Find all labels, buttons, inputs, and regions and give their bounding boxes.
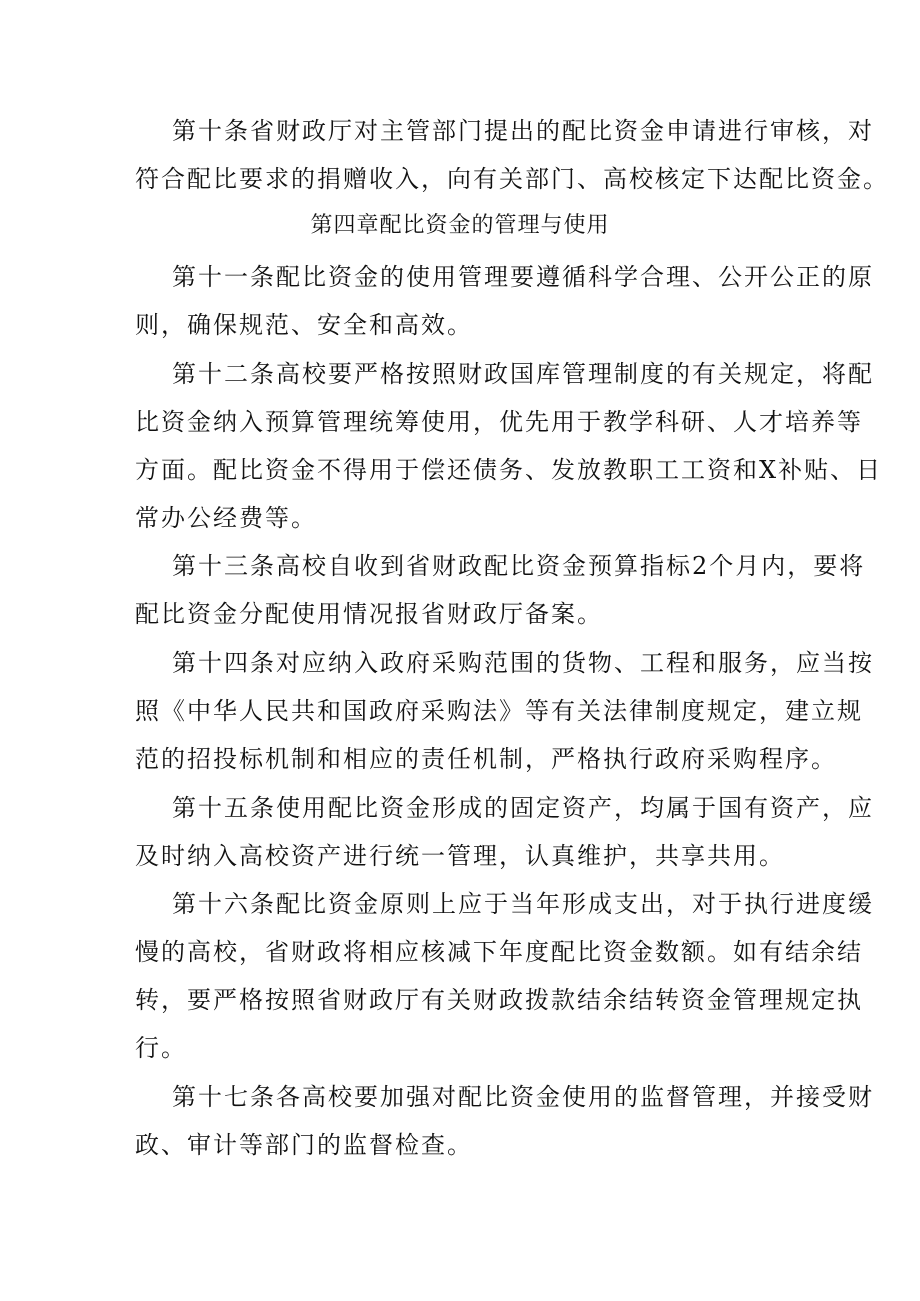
article-12-line-1: 第十二条高校要严格按照财政国库管理制度的有关规定，将配 xyxy=(172,360,874,388)
article-12-line-4: 常办公经费等。 xyxy=(135,504,317,532)
article-13-line-1: 第十三条高校自收到省财政配比资金预算指标2个月内，要将 xyxy=(172,552,866,580)
article-17-line-1: 第十七条各高校要加强对配比资金使用的监督管理，并接受财 xyxy=(172,1083,874,1111)
article-16-line-4: 行。 xyxy=(135,1034,187,1062)
article-14-line-1: 第十四条对应纳入政府采购范围的货物、工程和服务，应当按 xyxy=(172,649,874,677)
article-11-line-1: 第十一条配比资金的使用管理要遵循科学合理、公开公正的原 xyxy=(172,263,874,291)
article-16-line-1: 第十六条配比资金原则上应于当年形成支出，对于执行进度缓 xyxy=(172,890,874,918)
article-11-line-2: 则，确保规范、安全和高效。 xyxy=(135,311,473,339)
article-10-line-2: 符合配比要求的捐赠收入，向有关部门、高校核定下达配比资金。 xyxy=(135,165,889,193)
article-10-line-1: 第十条省财政厅对主管部门提出的配比资金申请进行审核，对 xyxy=(172,117,874,145)
article-13-line-2: 配比资金分配使用情况报省财政厅备案。 xyxy=(135,600,603,628)
article-17-line-2: 政、审计等部门的监督检查。 xyxy=(135,1131,473,1159)
article-15-line-1: 第十五条使用配比资金形成的固定资产，均属于国有资产，应 xyxy=(172,794,874,822)
article-12-line-2: 比资金纳入预算管理统筹使用，优先用于教学科研、人才培养等 xyxy=(135,408,863,436)
article-14-line-2: 照《中华人民共和国政府采购法》等有关法律制度规定，建立规 xyxy=(135,697,863,725)
article-15-line-2: 及时纳入高校资产进行统一管理，认真维护，共享共用。 xyxy=(135,842,785,870)
article-16-line-3: 转，要严格按照省财政厅有关财政拨款结余结转资金管理规定执 xyxy=(135,986,863,1014)
article-12-line-3: 方面。配比资金不得用于偿还债务、发放教职工工资和X补贴、日 xyxy=(135,456,883,484)
article-14-line-3: 范的招投标机制和相应的责任机制，严格执行政府采购程序。 xyxy=(135,745,837,773)
article-16-line-2: 慢的高校，省财政将相应核减下年度配比资金数额。如有结余结 xyxy=(135,938,863,966)
chapter-heading: 第四章配比资金的管理与使用 xyxy=(310,213,610,238)
